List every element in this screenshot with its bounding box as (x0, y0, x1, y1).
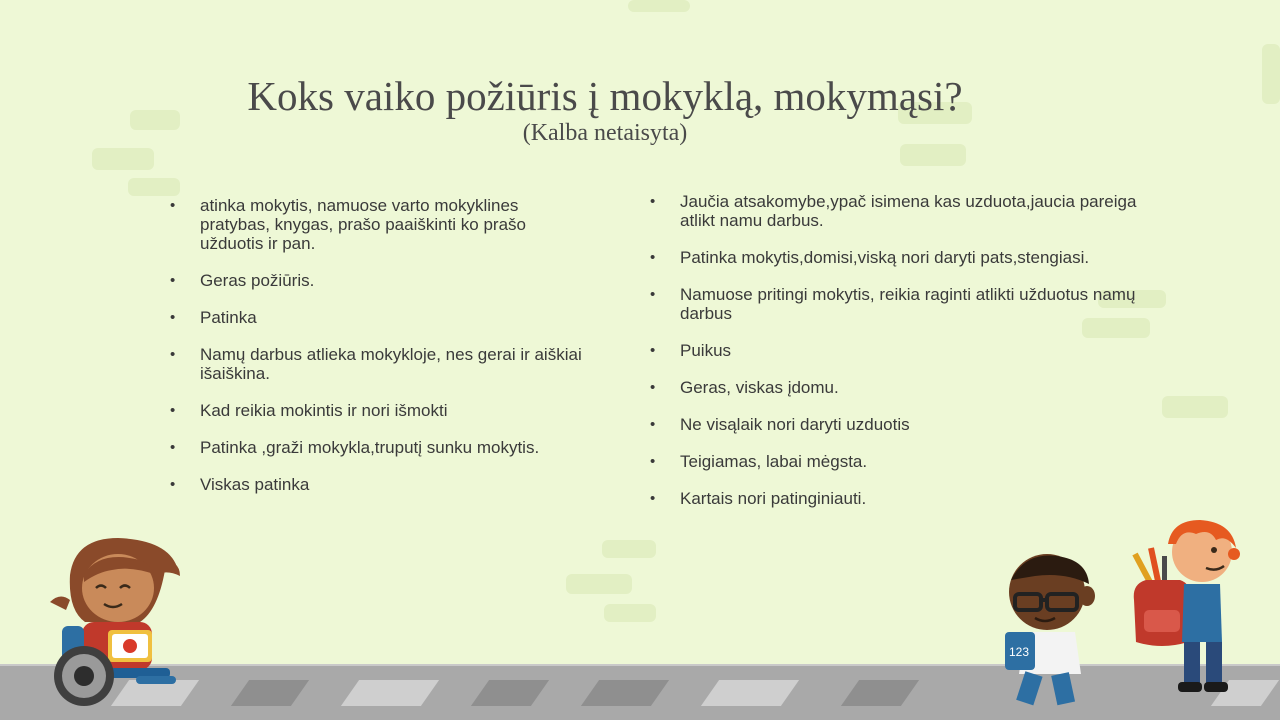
bullet-icon: • (650, 193, 656, 210)
wall-brick (1262, 44, 1280, 104)
bullet-icon: • (170, 272, 176, 289)
list-item-text: Geras požiūris. (200, 271, 315, 290)
list-item (170, 401, 590, 420)
list-item (170, 308, 590, 327)
list-item (650, 378, 1150, 397)
right-answer-list (650, 192, 1150, 526)
boy-backpack-icon (1122, 514, 1242, 704)
wall-brick (1162, 396, 1228, 418)
list-item-text: Patinka mokytis,domisi,viską nori daryti pats,stengiasi. (680, 248, 1090, 267)
list-item (170, 271, 590, 290)
bullet-icon: • (650, 416, 656, 433)
girl-wheelchair-icon (40, 530, 200, 710)
bullet-icon: • (650, 379, 656, 396)
left-answer-list (170, 196, 590, 512)
bullet-icon: • (170, 309, 176, 326)
list-item-text: Geras, viskas įdomu. (680, 378, 839, 397)
bullet-icon: • (170, 346, 176, 363)
list-item-text: Viskas patinka (200, 475, 310, 494)
list-item-text: Jaučia atsakomybe,ypač isimena kas uzduota,jaucia pareiga atlikt namu darbus. (680, 192, 1137, 230)
list-item-text: Kad reikia mokintis ir nori išmokti (200, 401, 448, 420)
list-item (650, 415, 1150, 434)
list-item-text: Patinka (200, 308, 257, 327)
list-item (650, 452, 1150, 471)
list-item-text: Patinka ,graži mokykla,truputį sunku mokytis. (200, 438, 540, 457)
list-item (650, 489, 1150, 508)
bullet-icon: • (170, 439, 176, 456)
bullet-icon: • (650, 453, 656, 470)
list-item-text: atinka mokytis, namuose varto mokyklines pratybas, knygas, prašo paaiškinti ko prašo užduotis ir pan. (200, 196, 527, 253)
list-item-text: Namuose pritingi mokytis, reikia raginti atlikti užduotus namų darbus (680, 285, 1136, 323)
wall-brick (602, 540, 656, 558)
bullet-icon: • (170, 476, 176, 493)
wall-brick (604, 604, 656, 622)
list-item (170, 438, 590, 457)
list-item-text: Teigiamas, labai mėgsta. (680, 452, 868, 471)
bullet-icon: • (170, 402, 176, 419)
list-item-text: Kartais nori patinginiauti. (680, 489, 867, 508)
wall-brick (566, 574, 632, 594)
list-item (170, 345, 590, 383)
list-item (650, 341, 1150, 360)
bullet-icon: • (650, 249, 656, 266)
slide-title: Koks vaiko požiūris į mokyklą, mokymąsi? (247, 73, 963, 119)
bullet-icon: • (170, 197, 176, 214)
boy-glasses-icon (995, 550, 1105, 710)
list-item (650, 285, 1150, 323)
svg-text:123: 123 (1009, 645, 1030, 659)
wall-brick (628, 0, 690, 12)
bullet-icon: • (650, 342, 656, 359)
list-item (170, 196, 590, 253)
list-item-text: Ne visąlaik nori daryti uzduotis (680, 415, 910, 434)
list-item-text: Namų darbus atlieka mokykloje, nes gerai ir aiškiai išaiškina. (200, 345, 582, 383)
wall-brick (92, 148, 154, 170)
slide-subtitle: (Kalba netaisyta) (522, 120, 688, 146)
bullet-icon: • (650, 490, 656, 507)
bullet-icon: • (650, 286, 656, 303)
list-item (170, 475, 590, 494)
list-item (650, 192, 1150, 230)
list-item-text: Puikus (680, 341, 732, 360)
wall-brick (128, 178, 180, 196)
list-item (650, 248, 1150, 267)
